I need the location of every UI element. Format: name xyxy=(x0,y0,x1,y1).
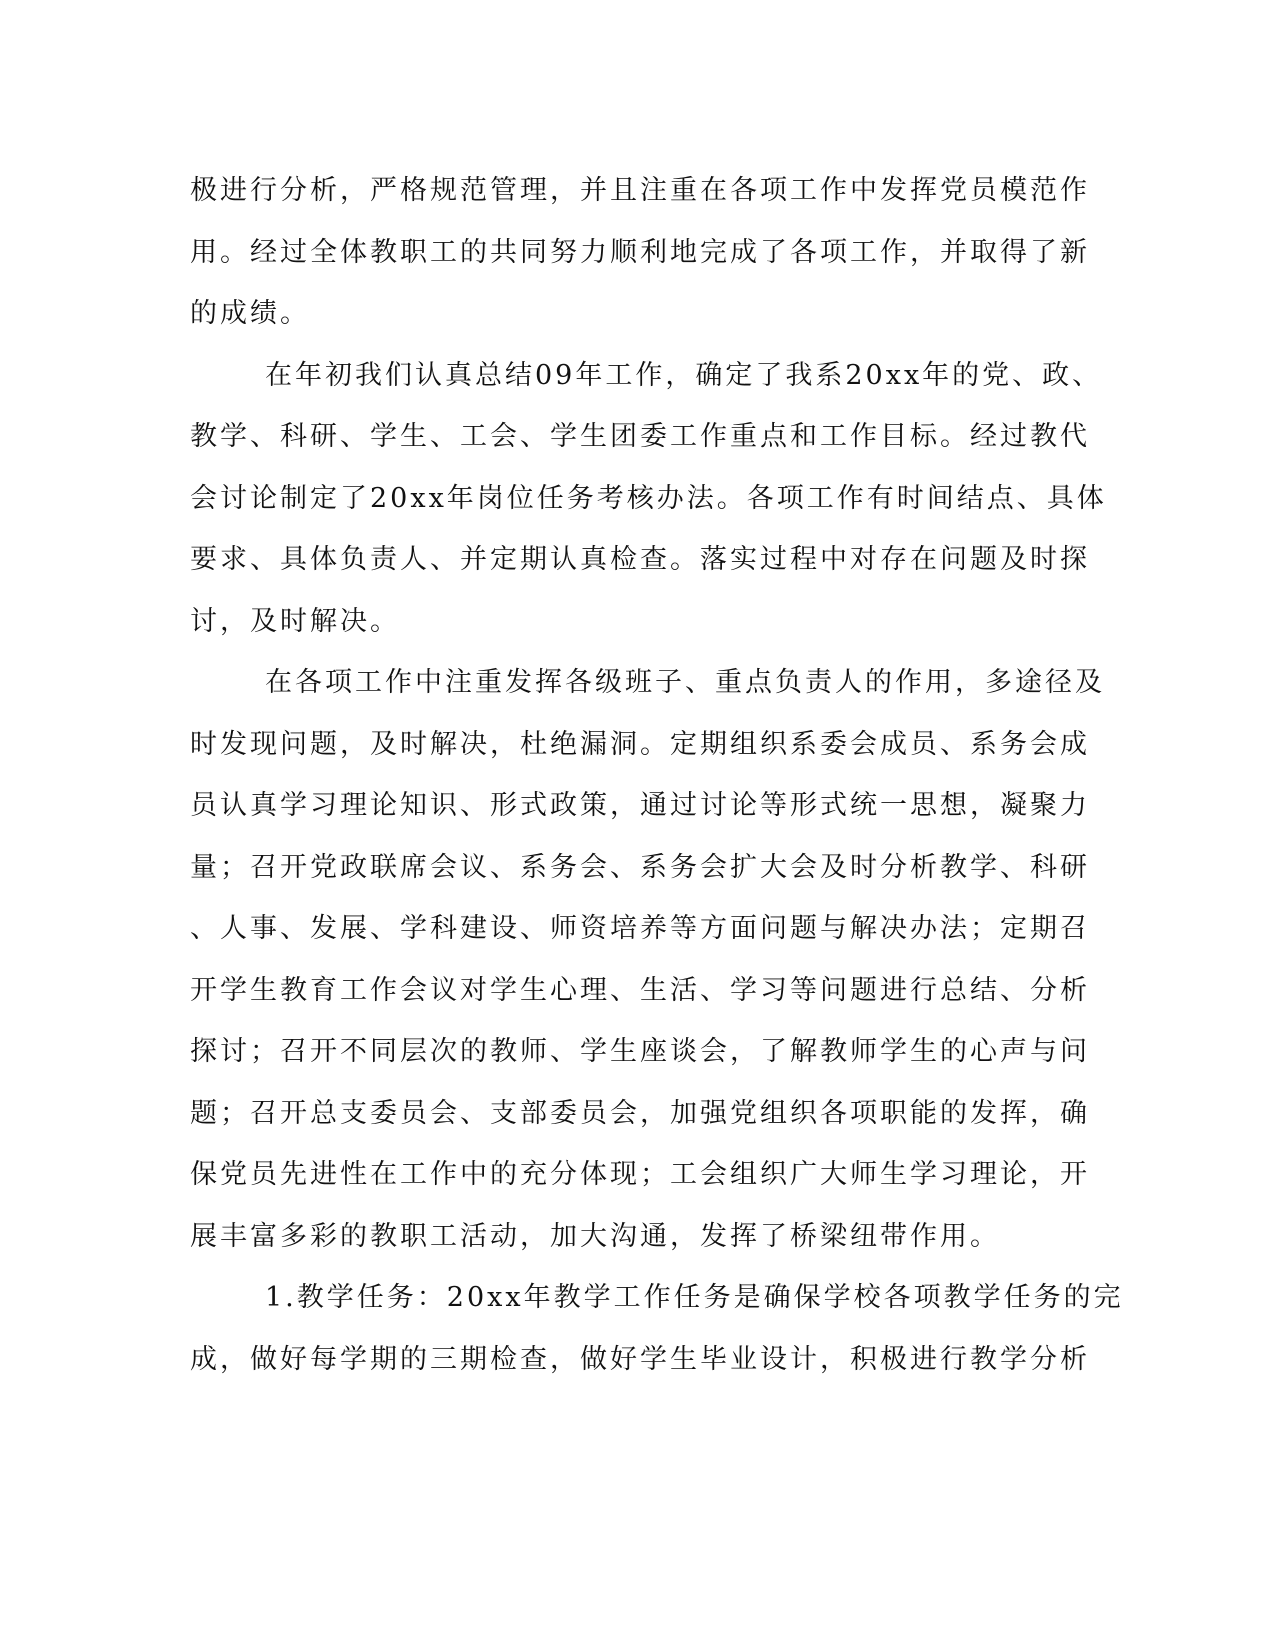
text-line: 要求、具体负责人、并定期认真检查。落实过程中对存在问题及时探 xyxy=(190,544,1090,575)
paragraph-1 xyxy=(190,160,1090,345)
paragraph-2 xyxy=(190,345,1107,653)
text-line: 成，做好每学期的三期检查，做好学生毕业设计，积极进行教学分析 xyxy=(190,1343,1090,1375)
text-line: 时发现问题，及时解决，杜绝漏洞。定期组织系委会成员、系务会成 xyxy=(190,728,1090,760)
text-line: 1.教学任务：20xx年教学工作任务是确保学校各项教学任务的完 xyxy=(265,1282,1124,1313)
text-line: 量；召开党政联席会议、系务会、系务会扩大会及时分析教学、科研 xyxy=(190,851,1090,883)
text-line: 题；召开总支委员会、支部委员会，加强党组织各项职能的发挥，确 xyxy=(190,1097,1090,1129)
text-line: 的成绩。 xyxy=(190,298,310,329)
text-line: 在年初我们认真总结09年工作，确定了我系20xx年的党、政、 xyxy=(265,359,1103,391)
paragraph-3 xyxy=(190,652,1105,1267)
text-line: 展丰富多彩的教职工活动，加大沟通，发挥了桥梁纽带作用。 xyxy=(190,1220,1000,1252)
text-line: 在各项工作中注重发挥各级班子、重点负责人的作用，多途径及 xyxy=(265,667,1105,698)
text-line: 开学生教育工作会议对学生心理、生活、学习等问题进行总结、分析 xyxy=(190,974,1090,1006)
text-line: 用。经过全体教职工的共同努力顺利地完成了各项工作，并取得了新 xyxy=(190,236,1090,268)
text-line: 、人事、发展、学科建设、师资培养等方面问题与解决办法；定期召 xyxy=(190,913,1090,944)
paragraph-4 xyxy=(190,1267,1124,1390)
text-line: 讨，及时解决。 xyxy=(190,605,400,637)
text-line: 员认真学习理论知识、形式政策，通过讨论等形式统一思想，凝聚力 xyxy=(190,790,1090,821)
document-body xyxy=(190,160,1124,1390)
text-line: 会讨论制定了20xx年岗位任务考核办法。各项工作有时间结点、具体 xyxy=(190,482,1107,514)
text-line: 保党员先进性在工作中的充分体现；工会组织广大师生学习理论，开 xyxy=(190,1159,1090,1190)
text-line: 探讨；召开不同层次的教师、学生座谈会，了解教师学生的心声与问 xyxy=(190,1036,1090,1067)
text-line: 极进行分析，严格规范管理，并且注重在各项工作中发挥党员模范作 xyxy=(190,175,1090,206)
text-line: 教学、科研、学生、工会、学生团委工作重点和工作目标。经过教代 xyxy=(190,421,1090,452)
